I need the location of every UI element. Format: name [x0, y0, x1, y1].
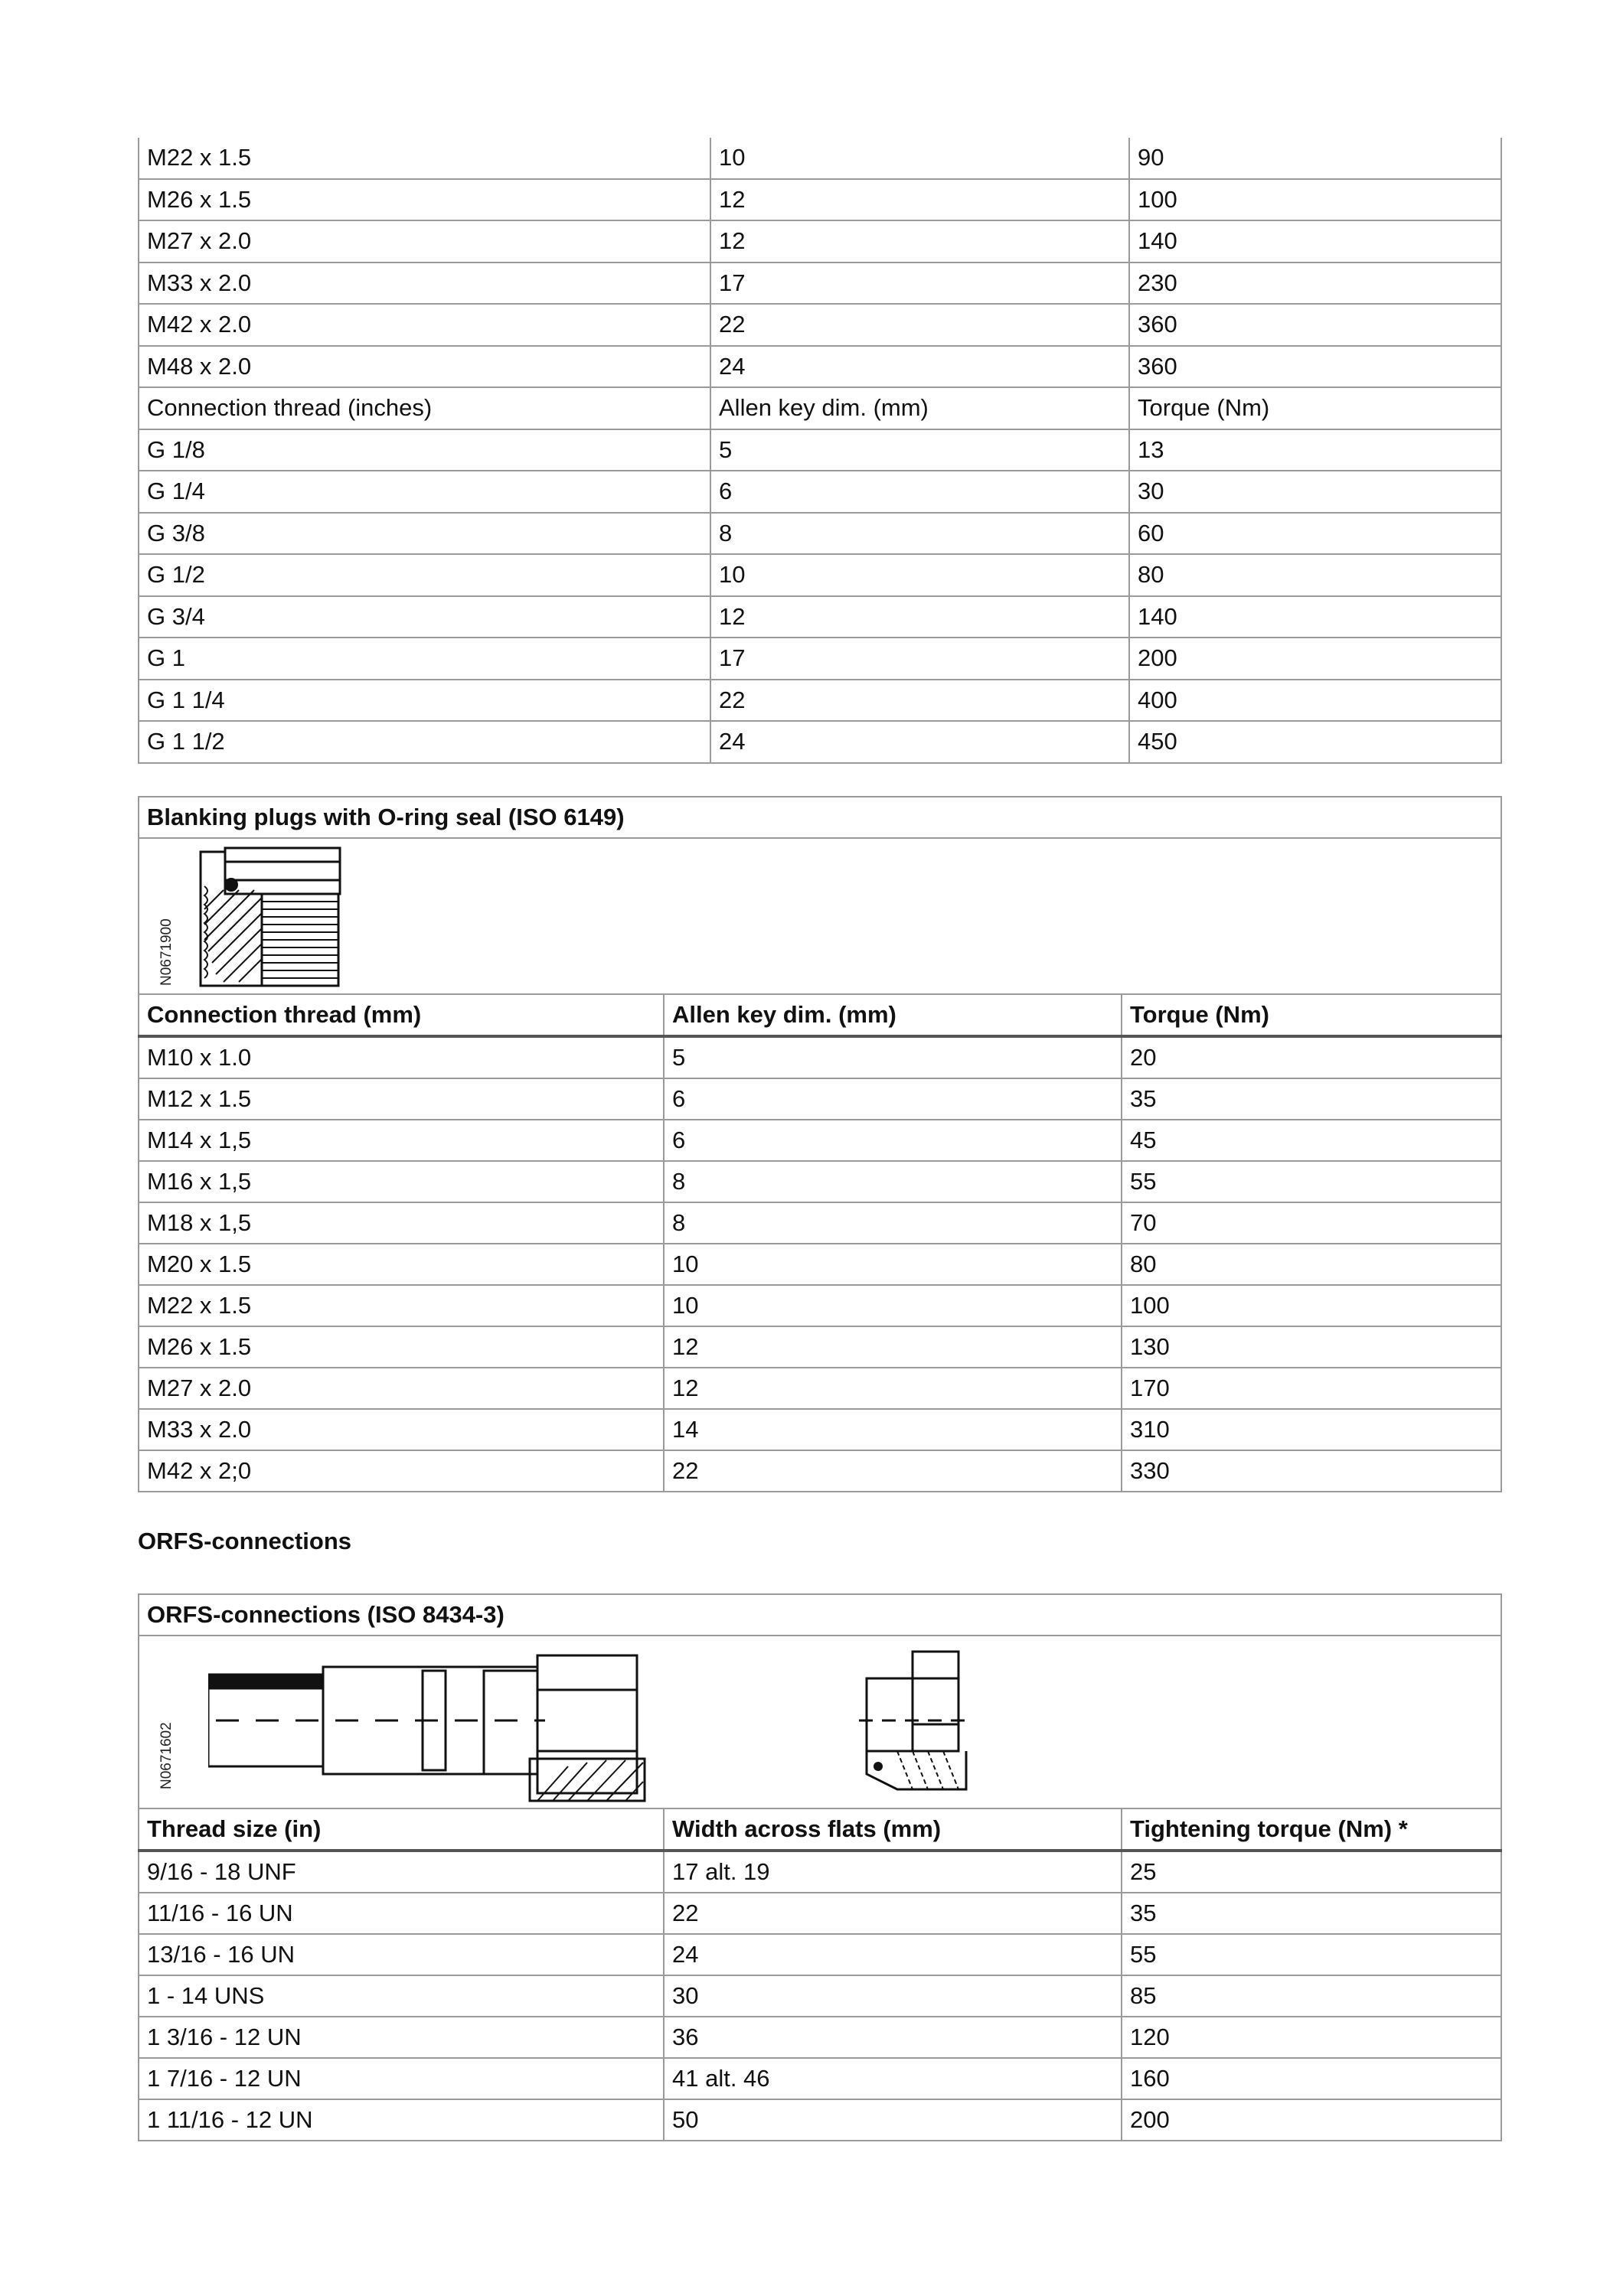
table-row	[139, 1285, 1501, 1326]
table-cell: 6	[664, 1078, 1122, 1120]
table-cell: Allen key dim. (mm)	[710, 387, 1129, 429]
table-cell: 35	[1122, 1078, 1501, 1120]
table-row	[139, 1036, 1501, 1078]
table-cell: 1 3/16 - 12 UN	[139, 2017, 664, 2058]
blanking-plugs-table	[138, 796, 1502, 1492]
table-row	[139, 263, 1501, 305]
table-cell: 450	[1129, 721, 1501, 763]
table-cell: 80	[1122, 1244, 1501, 1285]
table-cell: 12	[664, 1368, 1122, 1409]
table-cell: 330	[1122, 1450, 1501, 1492]
table-row	[139, 638, 1501, 680]
table-cell: 22	[710, 304, 1129, 346]
table-cell: 10	[710, 138, 1129, 179]
table-cell: 1 - 14 UNS	[139, 1975, 664, 2017]
table-row	[139, 513, 1501, 555]
table-row	[139, 304, 1501, 346]
table-row	[139, 471, 1501, 513]
table-cell: 25	[1122, 1851, 1501, 1893]
table-row	[139, 721, 1501, 763]
table-cell: 24	[664, 1934, 1122, 1975]
orfs-drawing	[208, 1636, 744, 1805]
table-title: ORFS-connections (ISO 8434-3)	[139, 1594, 1501, 1636]
table-cell: G 1	[139, 638, 710, 680]
table-cell: M16 x 1,5	[139, 1161, 664, 1202]
blanking-plug-figure	[139, 838, 1501, 994]
table-cell: 160	[1122, 2058, 1501, 2099]
table-cell: 11/16 - 16 UN	[139, 1893, 664, 1934]
table-cell: 24	[710, 346, 1129, 388]
table-cell: 10	[664, 1244, 1122, 1285]
table-cell: 12	[710, 220, 1129, 263]
table-cell: 130	[1122, 1326, 1501, 1368]
table-cell: 310	[1122, 1409, 1501, 1450]
table-cell: 50	[664, 2099, 1122, 2141]
table-cell: G 1 1/2	[139, 721, 710, 763]
table-cell: 100	[1129, 179, 1501, 221]
table-row	[139, 2017, 1501, 2058]
table-row	[139, 1450, 1501, 1492]
table-cell: M14 x 1,5	[139, 1120, 664, 1161]
orfs-figure	[139, 1636, 1501, 1808]
table-cell: 5	[710, 429, 1129, 471]
table-cell: 17 alt. 19	[664, 1851, 1122, 1893]
table-cell: M27 x 2.0	[139, 1368, 664, 1409]
header-connection-thread: Connection thread (mm)	[139, 994, 664, 1036]
table-row	[139, 2099, 1501, 2141]
figure-code: N0671602	[158, 1722, 175, 1789]
table-cell: 55	[1122, 1161, 1501, 1202]
table-cell: 20	[1122, 1036, 1501, 1078]
header-thread-size: Thread size (in)	[139, 1808, 664, 1851]
table-cell: 13	[1129, 429, 1501, 471]
header-width-across-flats: Width across flats (mm)	[664, 1808, 1122, 1851]
table-cell: 22	[664, 1450, 1122, 1492]
table-cell: 5	[664, 1036, 1122, 1078]
table-cell: 36	[664, 2017, 1122, 2058]
table-cell: 1 7/16 - 12 UN	[139, 2058, 664, 2099]
table-cell: 22	[710, 680, 1129, 722]
table-cell: G 1 1/4	[139, 680, 710, 722]
table-cell: 70	[1122, 1202, 1501, 1244]
table-cell: M27 x 2.0	[139, 220, 710, 263]
table-cell: M10 x 1.0	[139, 1036, 664, 1078]
table-cell: 17	[710, 263, 1129, 305]
table-row	[139, 554, 1501, 596]
table-cell: Connection thread (inches)	[139, 387, 710, 429]
table-cell: G 3/4	[139, 596, 710, 638]
table-row	[139, 1078, 1501, 1120]
table-cell: Torque (Nm)	[1129, 387, 1501, 429]
table-cell: 90	[1129, 138, 1501, 179]
table-title: Blanking plugs with O-ring seal (ISO 6149)	[139, 797, 1501, 838]
table-row	[139, 1244, 1501, 1285]
table-cell: 400	[1129, 680, 1501, 722]
table-cell: 6	[664, 1120, 1122, 1161]
table-cell: 9/16 - 18 UNF	[139, 1851, 664, 1893]
table-cell: M20 x 1.5	[139, 1244, 664, 1285]
table-cell: 360	[1129, 346, 1501, 388]
table-cell: 35	[1122, 1893, 1501, 1934]
header-allen-key: Allen key dim. (mm)	[664, 994, 1122, 1036]
table-row	[139, 429, 1501, 471]
table-row	[139, 680, 1501, 722]
table-cell: M42 x 2;0	[139, 1450, 664, 1492]
table-cell: 140	[1129, 220, 1501, 263]
table-cell: 170	[1122, 1368, 1501, 1409]
table-cell: 30	[664, 1975, 1122, 2017]
table-cell: 1 11/16 - 12 UN	[139, 2099, 664, 2141]
table-cell: 8	[710, 513, 1129, 555]
table-cell: 140	[1129, 596, 1501, 638]
table-cell: 120	[1122, 2017, 1501, 2058]
table-cell: 41 alt. 46	[664, 2058, 1122, 2099]
header-torque: Torque (Nm)	[1122, 994, 1501, 1036]
table-cell: 12	[710, 179, 1129, 221]
table-cell: 6	[710, 471, 1129, 513]
blanking-plug-drawing	[170, 840, 369, 993]
table-cell: 17	[710, 638, 1129, 680]
table-cell: M48 x 2.0	[139, 346, 710, 388]
table-cell: M33 x 2.0	[139, 263, 710, 305]
table-row	[139, 1851, 1501, 1893]
table-cell: 8	[664, 1161, 1122, 1202]
table-row	[139, 138, 1501, 179]
table-row	[139, 1368, 1501, 1409]
table-cell: 12	[664, 1326, 1122, 1368]
header-tightening-torque: Tightening torque (Nm) *	[1122, 1808, 1501, 1851]
table-cell: 13/16 - 16 UN	[139, 1934, 664, 1975]
table-cell: 200	[1122, 2099, 1501, 2141]
table-cell: M33 x 2.0	[139, 1409, 664, 1450]
table-cell: 30	[1129, 471, 1501, 513]
table-row	[139, 346, 1501, 388]
table-cell: M26 x 1.5	[139, 1326, 664, 1368]
table-row	[139, 220, 1501, 263]
table-cell: 85	[1122, 1975, 1501, 2017]
table-row	[139, 1409, 1501, 1450]
table-row	[139, 596, 1501, 638]
table-row	[139, 1975, 1501, 2017]
table-cell: 230	[1129, 263, 1501, 305]
table-row	[139, 1326, 1501, 1368]
table-cell: 60	[1129, 513, 1501, 555]
torque-table-continued	[138, 138, 1502, 764]
table-cell: G 3/8	[139, 513, 710, 555]
table-cell: 12	[710, 596, 1129, 638]
table-cell: 100	[1122, 1285, 1501, 1326]
table-cell: M22 x 1.5	[139, 138, 710, 179]
table-cell: G 1/2	[139, 554, 710, 596]
table-row	[139, 179, 1501, 221]
table-cell: 14	[664, 1409, 1122, 1450]
table-cell: 45	[1122, 1120, 1501, 1161]
table-row	[139, 387, 1501, 429]
table-cell: M12 x 1.5	[139, 1078, 664, 1120]
table-cell: M22 x 1.5	[139, 1285, 664, 1326]
table-cell: M26 x 1.5	[139, 179, 710, 221]
table-row	[139, 1202, 1501, 1244]
table-cell: 360	[1129, 304, 1501, 346]
table-row	[139, 1120, 1501, 1161]
table-cell: 22	[664, 1893, 1122, 1934]
figure-code: N0671900	[158, 918, 175, 986]
table-cell: 200	[1129, 638, 1501, 680]
section-heading-orfs: ORFS-connections	[138, 1528, 352, 1554]
table-cell: 10	[710, 554, 1129, 596]
table-row	[139, 2058, 1501, 2099]
table-cell: 24	[710, 721, 1129, 763]
table-row	[139, 1893, 1501, 1934]
table-cell: 8	[664, 1202, 1122, 1244]
table-cell: 55	[1122, 1934, 1501, 1975]
orfs-fitting-detail-drawing	[851, 1636, 989, 1805]
table-cell: G 1/4	[139, 471, 710, 513]
table-cell: M18 x 1,5	[139, 1202, 664, 1244]
table-row	[139, 1934, 1501, 1975]
table-cell: G 1/8	[139, 429, 710, 471]
table-cell: M42 x 2.0	[139, 304, 710, 346]
table-cell: 80	[1129, 554, 1501, 596]
orfs-connections-table	[138, 1593, 1502, 2141]
table-row	[139, 1161, 1501, 1202]
table-cell: 10	[664, 1285, 1122, 1326]
